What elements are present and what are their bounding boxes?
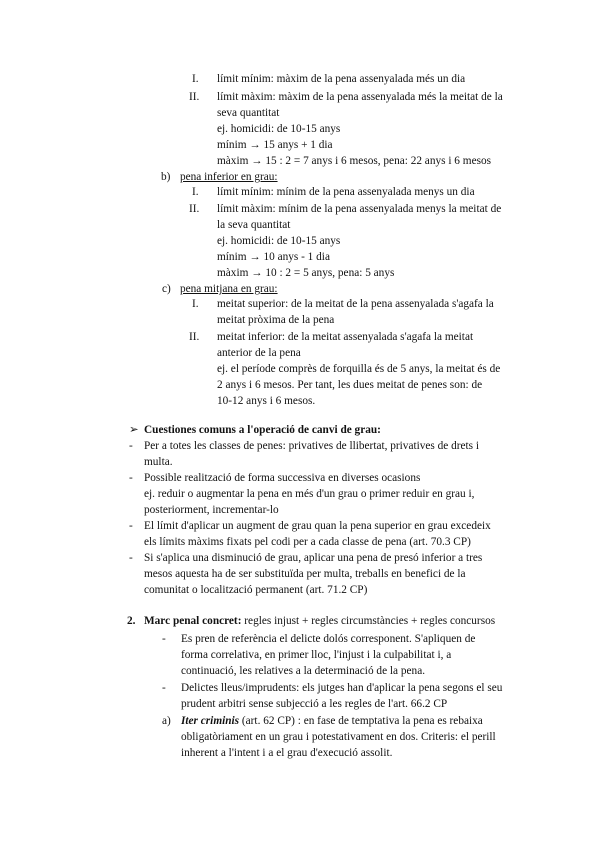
- section-number: 2.: [127, 615, 136, 627]
- list-item-text: meitat superior: de la meitat de la pena assenyalada s'agafa la: [217, 298, 494, 310]
- dash-bullet: -: [129, 472, 133, 484]
- list-item-text: la seva quantitat: [217, 219, 291, 231]
- list-item-text: límit màxim: mínim de la pena assenyalada menys la meitat de: [217, 203, 502, 215]
- bullet-text: Per a totes les classes de penes: privatives de llibertat, privatives de drets i: [144, 440, 480, 452]
- bullet-text: Es pren de referència el delicte dolós corresponent. S'apliquen de: [181, 633, 476, 645]
- dash-bullet: -: [129, 552, 133, 564]
- dash-bullet: -: [129, 520, 133, 532]
- bullet-text: Delictes lleus/imprudents: els jutges han d'aplicar la pena segons el seu: [181, 682, 503, 694]
- dash-bullet: -: [162, 633, 166, 645]
- example-text: mínim → 15 anys + 1 dia: [217, 139, 333, 151]
- roman-marker: II.: [189, 203, 200, 215]
- list-item-text: límit màxim: màxim de la pena assenyalada més la meitat de la: [217, 91, 503, 103]
- subsection-text: obligatòriament en un grau i potestativament en dos. Criteris: el perill: [181, 731, 496, 743]
- bullet-text: multa.: [144, 456, 173, 468]
- bullet-text: prudent arbitri sense subjecció a les regles de l'art. 66.2 CP: [181, 698, 448, 710]
- bullet-text: forma correlativa, en primer lloc, l'injust i la culpabilitat i, a: [181, 649, 452, 661]
- subsection-title: pena mitjana en grau:: [180, 283, 278, 295]
- example-text: màxim → 10 : 2 = 5 anys, pena: 5 anys: [217, 267, 395, 279]
- letter-marker: a): [162, 715, 171, 727]
- bullet-text: comunitat o localització permanent (art. 71.2 CP): [144, 584, 368, 596]
- list-item-text: meitat inferior: de la meitat assenyalada s'agafa la meitat: [217, 331, 474, 343]
- subsection-title-rest: (art. 62 CP) : en fase de temptativa la pena es rebaixa: [239, 715, 483, 727]
- bullet-text: mesos aquesta ha de ser substituïda per multa, treballs en benefici de la: [144, 568, 466, 580]
- list-item-text: meitat pròxima de la pena: [217, 314, 335, 326]
- roman-marker: II.: [189, 331, 200, 343]
- list-item-text: seva quantitat: [217, 107, 280, 119]
- example-text: mínim → 10 anys - 1 dia: [217, 251, 330, 263]
- subsection-text: inherent a l'intent i a el grau d'execució assolit.: [181, 747, 393, 759]
- dash-bullet: -: [162, 682, 166, 694]
- subsection-title: pena inferior en grau:: [180, 171, 278, 183]
- section-heading-rest: regles injust + regles circumstàncies + regles concursos: [241, 615, 496, 627]
- bullet-text: Possible realització de forma successiva en diverses ocasions: [144, 472, 421, 484]
- section-heading-line: [144, 614, 495, 629]
- list-item-text: anterior de la pena: [217, 347, 301, 359]
- example-text: 2 anys i 6 mesos. Per tant, les dues meitat de penes son: de: [217, 379, 483, 391]
- roman-marker: I.: [192, 73, 199, 85]
- example-text: 10-12 anys i 6 mesos.: [217, 395, 316, 407]
- roman-marker: I.: [192, 298, 199, 310]
- section-heading: Marc penal concret:: [144, 615, 242, 627]
- bullet-text: ej. reduir o augmentar la pena en més d'un grau o primer reduir en grau i,: [144, 488, 475, 500]
- subsection-line: [181, 714, 483, 729]
- section-heading: Cuestiones comuns a l'operació de canvi de grau:: [144, 424, 381, 436]
- list-item-text: límit mínim: mínim de la pena assenyalada menys un dia: [217, 186, 475, 198]
- bullet-text: continuació, les relatives a la determinació de la pena.: [181, 665, 426, 677]
- roman-marker: I.: [192, 186, 199, 198]
- list-item-text: límit mínim: màxim de la pena assenyalada més un dia: [217, 73, 466, 85]
- example-text: ej. homicidi: de 10-15 anys: [217, 123, 341, 135]
- bullet-text: els límits màxims fixats pel codi per a cada classe de pena (art. 70.3 CP): [144, 536, 471, 548]
- bullet-text: El límit d'aplicar un augment de grau quan la pena superior en grau excedeix: [144, 520, 491, 532]
- arrow-bullet-icon: ➢: [129, 424, 139, 436]
- roman-marker: II.: [189, 91, 200, 103]
- bullet-text: Si s'aplica una disminució de grau, aplicar una pena de presó inferior a tres: [144, 552, 483, 564]
- example-text: màxim → 15 : 2 = 7 anys i 6 mesos, pena: 22 anys i 6 mesos: [217, 155, 492, 167]
- example-text: ej. el període comprès de forquilla és de 5 anys, la meitat és de: [217, 363, 501, 375]
- bullet-text: posteriorment, incrementar-lo: [144, 504, 279, 516]
- example-text: ej. homicidi: de 10-15 anys: [217, 235, 341, 247]
- letter-marker: c): [162, 283, 171, 295]
- subsection-title: Iter criminis: [181, 715, 240, 727]
- dash-bullet: -: [129, 440, 133, 452]
- letter-marker: b): [161, 171, 171, 183]
